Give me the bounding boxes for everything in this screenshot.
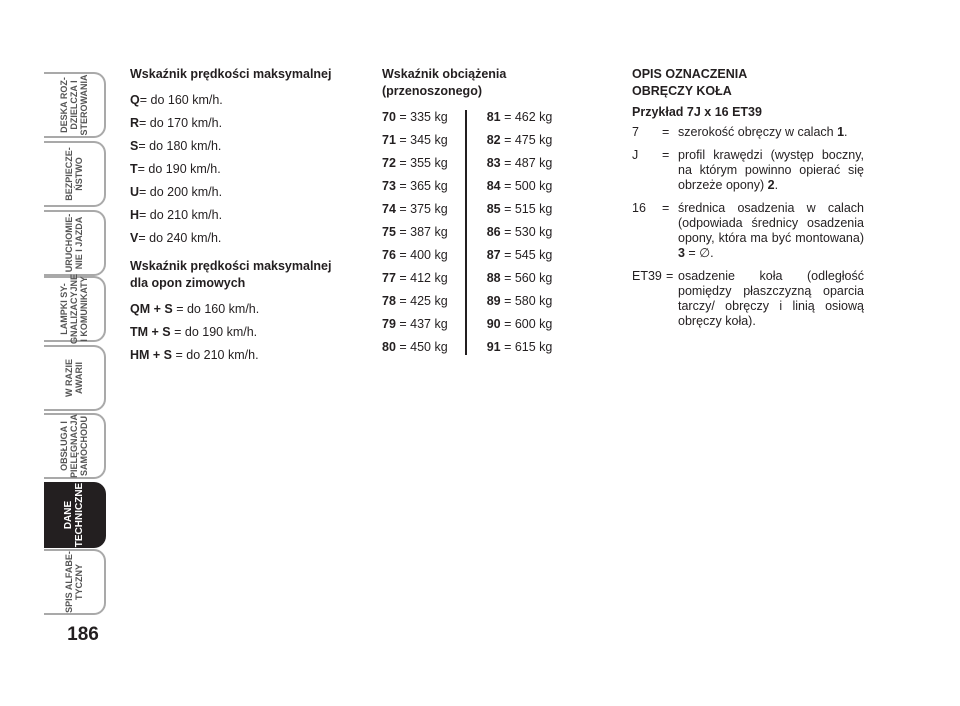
index-value: = do 190 km/h. [170, 325, 258, 339]
winter-index-title-line2: dla opon zimowych [130, 276, 246, 290]
rim-def-text [678, 201, 864, 261]
index-code: 76 [382, 248, 396, 262]
rim-marking-column [632, 66, 864, 337]
index-code: 86 [486, 225, 501, 239]
index-value: = 425 kg [395, 294, 448, 308]
index-row [130, 158, 360, 181]
section-tab [44, 273, 106, 345]
index-code: 71 [382, 133, 396, 147]
rim-def-body: średnica osadzenia w calach (odpowiada średnicy osadzenia opony, która ma być montowana) [678, 201, 864, 245]
section-tab-label-line: ŃSTWO [74, 157, 84, 191]
load-index-column [382, 66, 562, 359]
index-code: 79 [382, 317, 396, 331]
index-code: 78 [382, 294, 396, 308]
index-code: 80 [382, 340, 396, 354]
speed-index-title: Wskaźnik prędkości maksymalnej [130, 67, 332, 81]
index-row [130, 298, 360, 321]
winter-index-list [130, 298, 360, 367]
section-tab-label-line: URUCHOMIE- [64, 213, 74, 273]
index-row [382, 129, 465, 152]
section-tab-label-line: DANE [63, 500, 74, 530]
index-row [130, 89, 360, 112]
section-tab-label-line: DESKA ROZ- [59, 77, 69, 133]
section-tab-active [44, 482, 106, 548]
section-tab-label [64, 214, 84, 273]
rim-def-ref: 2 [767, 178, 775, 192]
index-value: = do 190 km/h. [137, 162, 221, 176]
rim-def-equals: = [666, 269, 674, 283]
index-row [382, 290, 465, 313]
index-value: = do 170 km/h. [139, 116, 223, 130]
index-value: = 560 kg [500, 271, 553, 285]
index-code: 81 [486, 110, 501, 124]
index-row [487, 290, 562, 313]
index-row [130, 321, 360, 344]
index-value: = 437 kg [395, 317, 448, 331]
index-value: = 462 kg [500, 110, 553, 124]
speed-index-list [130, 89, 360, 250]
column-divider [465, 110, 467, 355]
index-code: V [130, 231, 139, 245]
section-tab-label [64, 551, 84, 613]
index-row [130, 135, 360, 158]
index-row [382, 313, 465, 336]
index-value: = 400 kg [395, 248, 448, 262]
index-value: = 500 kg [500, 179, 553, 193]
index-value: = 387 kg [395, 225, 448, 239]
rim-def-body: profil krawędzi (występ boczny, na którym powinno opierać się obrzeże opony) [678, 148, 864, 192]
rim-def-equals: = [662, 125, 670, 139]
rim-title-line1: OPIS OZNACZENIA [632, 67, 748, 81]
rim-example: Przykład 7J x 16 ET39 [632, 105, 762, 119]
rim-def-text [678, 148, 864, 193]
section-tab-label-line: LAMPKI SY- [59, 283, 69, 335]
index-code: HM + S [130, 348, 173, 362]
rim-def-body: osadzenie koła (odległość pomiędzy płaszczyzną oparcia tarczy/ obręczy i linią osiową obręczy koła). [678, 269, 864, 328]
index-value: = do 160 km/h. [139, 93, 223, 107]
rim-definition [632, 201, 864, 261]
section-tab-label-line: I KOMUNIKATY [79, 276, 89, 342]
index-row [382, 267, 465, 290]
rim-def-text [678, 125, 864, 140]
section-tab-label [64, 359, 84, 397]
index-code: 72 [382, 156, 396, 170]
rim-def-ref: 1 [837, 125, 845, 139]
rim-definition-list [632, 125, 864, 329]
index-code: 77 [382, 271, 396, 285]
index-row [487, 175, 562, 198]
index-code: 82 [486, 133, 501, 147]
rim-def-equals: = [662, 148, 670, 162]
section-tab [44, 72, 106, 138]
index-code: T [130, 162, 138, 176]
section-tab-label [64, 147, 84, 201]
index-code: TM + S [130, 325, 171, 339]
index-code: 84 [486, 179, 501, 193]
index-value: = 600 kg [500, 317, 553, 331]
index-value: = do 200 km/h. [139, 185, 223, 199]
index-value: = do 210 km/h. [139, 208, 223, 222]
index-row [487, 313, 562, 336]
section-tab [44, 210, 106, 276]
section-tab-label-line: OBSŁUGA I [59, 421, 69, 471]
index-row [130, 204, 360, 227]
index-code: 74 [382, 202, 396, 216]
section-tab-label-line: SPIS ALFABE- [64, 551, 74, 613]
index-code: 70 [382, 110, 396, 124]
section-tab-label-line: BEZPIECZE- [64, 147, 74, 201]
rim-def-body: szerokość obręczy w calach [678, 125, 838, 139]
rim-def-end: . [844, 125, 848, 139]
index-row [382, 106, 465, 129]
index-code: H [130, 208, 140, 222]
rim-definition [632, 125, 864, 140]
rim-def-equals: = [662, 201, 670, 215]
index-code: R [130, 116, 140, 130]
index-code: 87 [486, 248, 501, 262]
rim-def-ref: 3 [678, 246, 685, 260]
page-number: 186 [67, 624, 99, 645]
index-code: 85 [486, 202, 501, 216]
index-value: = 545 kg [500, 248, 553, 262]
index-row [382, 221, 465, 244]
section-tab-label [59, 414, 89, 478]
rim-def-key: 16 [632, 201, 646, 215]
index-row [130, 181, 360, 204]
section-tab-label-line: STEROWANIA [79, 74, 89, 136]
index-value: = 355 kg [395, 156, 448, 170]
load-index-title-line1: Wskaźnik obciążenia [382, 67, 507, 81]
index-row [382, 336, 465, 359]
rim-def-key: J [632, 148, 639, 162]
load-index-title [382, 66, 562, 100]
rim-def-end: = ∅. [684, 246, 714, 260]
index-code: QM + S [130, 302, 173, 316]
index-row [487, 106, 562, 129]
index-value: = 475 kg [500, 133, 553, 147]
index-row [487, 336, 562, 359]
rim-definition [632, 148, 864, 193]
section-tab-label-line: AWARII [74, 362, 84, 395]
index-value: = 530 kg [500, 225, 553, 239]
index-row [382, 244, 465, 267]
index-row [382, 175, 465, 198]
index-code: 73 [382, 179, 396, 193]
index-row [487, 267, 562, 290]
index-value: = 345 kg [395, 133, 448, 147]
index-code: 88 [486, 271, 501, 285]
index-value: = 487 kg [500, 156, 553, 170]
rim-title [632, 66, 864, 100]
section-tab-label [59, 274, 89, 344]
index-row [487, 221, 562, 244]
section-tab-label-line: W RAZIE [64, 359, 74, 397]
index-row [130, 344, 360, 367]
index-value: = 375 kg [395, 202, 448, 216]
section-tab-label-line: DZIELCZA I [69, 80, 79, 130]
load-index-left [382, 106, 465, 359]
section-tab [44, 549, 106, 615]
index-value: = do 210 km/h. [172, 348, 259, 362]
section-tab [44, 413, 106, 479]
index-value: = 365 kg [395, 179, 448, 193]
index-value: = 335 kg [395, 110, 448, 124]
index-value: = do 240 km/h. [138, 231, 222, 245]
index-code: 75 [382, 225, 396, 239]
index-value: = 450 kg [395, 340, 448, 354]
rim-def-text [678, 269, 864, 329]
section-tab-label-line: GNALIZACYJNE [69, 273, 79, 345]
section-tab [44, 345, 106, 411]
rim-def-key: ET39 [632, 269, 662, 283]
index-row [130, 112, 360, 135]
index-row [487, 129, 562, 152]
index-row [382, 152, 465, 175]
index-code: 89 [486, 294, 501, 308]
index-value: = do 160 km/h. [172, 302, 260, 316]
section-tab [44, 141, 106, 207]
index-code: 91 [486, 340, 501, 354]
rim-def-key: 7 [632, 125, 639, 139]
index-value: = 580 kg [500, 294, 553, 308]
load-index-title-line2: (przenoszonego) [382, 84, 482, 98]
index-code: 83 [486, 156, 501, 170]
index-row [382, 198, 465, 221]
rim-title-line2: OBRĘCZY KOŁA [632, 84, 732, 98]
index-row [487, 152, 562, 175]
rim-def-end: . [774, 178, 779, 192]
load-index-table [382, 106, 562, 359]
index-row [487, 198, 562, 221]
section-tab-label [59, 74, 89, 135]
section-tab-label-line: SAMOCHODU [79, 416, 89, 477]
load-index-right [487, 106, 562, 359]
section-tab-label-line: TECHNICZNE [74, 482, 85, 548]
index-row [487, 244, 562, 267]
section-tab-label [63, 483, 85, 547]
rim-definition [632, 269, 864, 329]
index-code: Q [130, 93, 140, 107]
section-tab-label-line: NIE I JAZDA [74, 216, 84, 270]
index-code: S [130, 139, 139, 153]
speed-index-column [130, 66, 360, 367]
index-value: = 515 kg [500, 202, 553, 216]
winter-index-title [130, 258, 360, 292]
index-code: U [130, 185, 140, 199]
index-code: 90 [486, 317, 501, 331]
index-value: = 412 kg [395, 271, 448, 285]
index-value: = do 180 km/h. [138, 139, 222, 153]
index-value: = 615 kg [500, 340, 553, 354]
section-tab-label-line: PIELĘGNACJA [69, 413, 79, 479]
winter-index-title-line1: Wskaźnik prędkości maksymalnej [130, 259, 332, 273]
section-tab-label-line: TYCZNY [74, 564, 84, 600]
index-row [130, 227, 360, 250]
